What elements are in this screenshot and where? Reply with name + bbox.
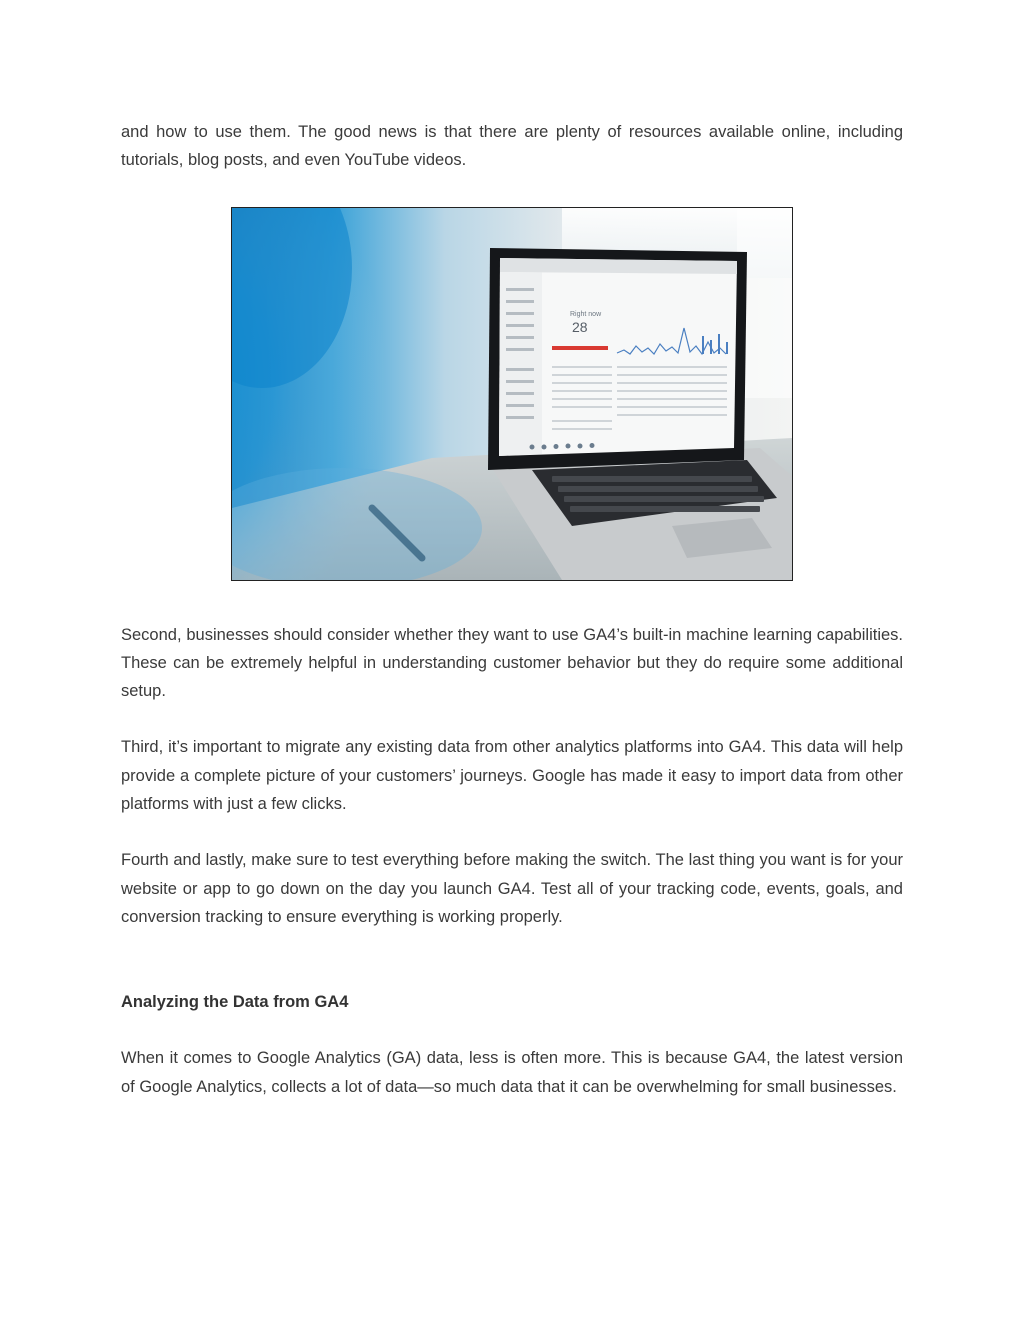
laptop-photo	[231, 207, 793, 581]
document-page	[121, 118, 903, 1101]
paragraph-third: Third, it’s important to migrate any existing data from other analytics platforms into GA4. This data will help provide a complete picture of your customers’ journeys. Google has made it easy to import data from other platforms with just a few clicks.	[121, 738, 903, 814]
paragraph-section-body: When it comes to Google Analytics (GA) data, less is often more. This is because GA4, the latest version of Google Analytics, collects a lot of data—so much data that it can be overwhelming for small businesses.	[121, 1049, 903, 1096]
section-heading: Analyzing the Data from GA4	[121, 993, 349, 1012]
screen-label: Right now	[570, 310, 602, 318]
paragraph-second: Second, businesses should consider whether they want to use GA4’s built-in machine learning capabilities. These can be extremely helpful in understanding customer behavior but they do require some additional setup.	[121, 625, 903, 701]
paragraph-intro: and how to use them. The good news is that there are plenty of resources available online, including tutorials, blog posts, and even YouTube videos.	[121, 123, 903, 170]
laptop-photo-illustration	[232, 208, 792, 580]
screen-value: 28	[572, 318, 588, 335]
paragraph-fourth: Fourth and lastly, make sure to test everything before making the switch. The last thing you want is for your website or app to go down on the day you launch GA4. Test all of your tracking code, events, goals, and conversion tracking to ensure everything is working properly.	[121, 851, 903, 926]
